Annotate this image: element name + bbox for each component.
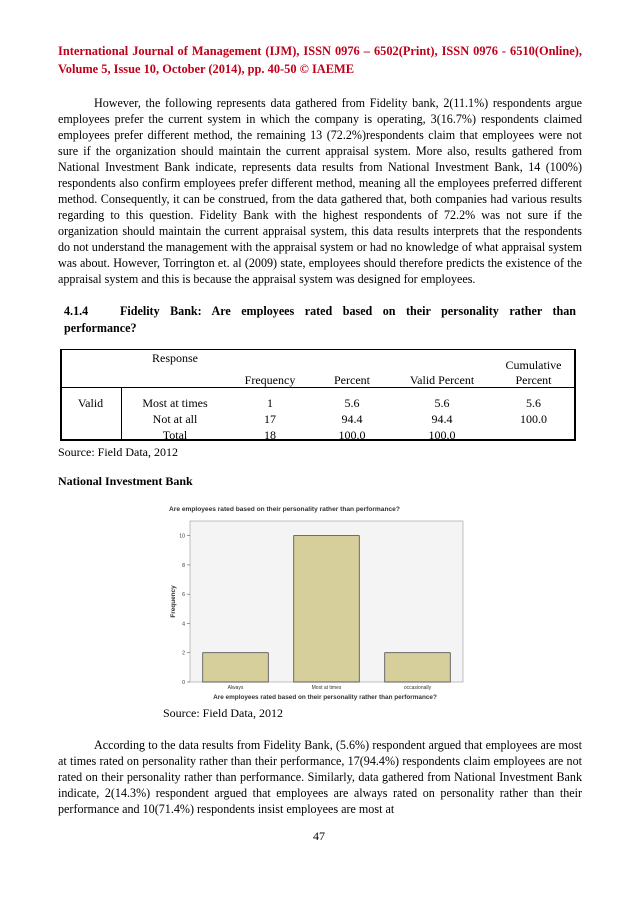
page-number: 47 — [313, 829, 325, 843]
y-tick-label: 0 — [182, 680, 185, 686]
paragraph-results — [58, 737, 582, 817]
x-axis-label: Are employees rated based on their personality rather than performance? — [213, 694, 437, 701]
table-cell: 5.6 — [526, 395, 541, 410]
table-cell — [60, 427, 121, 443]
table-cell — [60, 411, 121, 427]
table-source: Source: Field Data, 2012 — [58, 445, 178, 459]
section-heading — [64, 303, 576, 337]
table-header-cumulative — [491, 349, 576, 391]
x-tick-label: Most at times — [311, 685, 342, 691]
table-header-percent: Percent — [334, 373, 370, 387]
cumulative-label: Percent — [515, 373, 552, 387]
y-tick-label: 10 — [179, 533, 185, 540]
table-cell: 100.0 — [520, 411, 547, 426]
y-tick-label: 6 — [182, 592, 185, 599]
y-tick-label: 4 — [182, 621, 185, 628]
table-cell: Not at all — [152, 411, 198, 426]
table-row — [60, 391, 576, 411]
frequency-table — [60, 349, 576, 443]
table-cell: 94.4 — [341, 411, 363, 426]
bar-occasionally — [385, 653, 451, 682]
table-valid-label: Valid — [77, 395, 104, 410]
cumulative-label: Cumulative — [505, 358, 562, 372]
table-row — [60, 411, 576, 427]
section-number: 4.1.4 — [64, 304, 89, 318]
table-cell: Most at times — [142, 395, 208, 410]
bar-always — [203, 653, 269, 682]
section-title: Fidelity Bank: Are employees rated based on their personality rather than performance? — [64, 304, 576, 335]
table-header-response: Response — [152, 351, 198, 365]
nib-heading: National Investment Bank — [58, 474, 193, 488]
table-cell: 94.4 — [431, 411, 453, 426]
table-header-frequency: Frequency — [244, 373, 296, 387]
table-header-valid-percent: Valid Percent — [409, 373, 475, 387]
table-cell: 5.6 — [344, 395, 360, 410]
table-cell: 18 — [264, 427, 276, 442]
table-header-cell — [60, 349, 121, 391]
bar-most-at-times — [294, 536, 360, 682]
table-cell: 100.0 — [338, 427, 366, 442]
bar-chart — [165, 500, 470, 702]
table-cell: 17 — [264, 411, 276, 426]
table-row — [60, 427, 576, 443]
y-tick-label: 8 — [182, 562, 185, 569]
journal-header: International Journal of Management (IJM), ISSN 0976 – 6502(Print), ISSN 0976 - 6510(Online), Volume 5, Issue 10, October (2014), pp. 40-50 © IAEME — [58, 44, 582, 76]
paragraph-text: However, the following represents data gathered from Fidelity bank, 2(11.1%) respondents argue employees prefer the current system in which the company is operating, 3(16.7%) respondents claimed employees prefer different method, the remaining 13 (72.2%)respondents claim that employees were not sure if the organization should maintain the current appraisal system. More also, results gathered from National Investment Bank indicate, represents data results from National Investment Bank, 14 (100%) respondents also confirm employees prefer different method, meaning all the employees preferred different method. Consequently, it can be construed, from the data gathered that, both companies had various results regarding to this question. Fidelity Bank with the highest respondents of 72.2% was not sure if the organization should maintain the current appraisal system, this data results interprets that the respondents do not understand the management with the appraisal system or had no knowledge of what appraisal system was about. However, Torrington et. al (2009) state, employees should therefore predicts the existence of the appraisal system and this is because the appraisal system was designed for employees. — [58, 96, 582, 286]
table-cell: 1 — [267, 395, 273, 410]
y-tick-label: 2 — [182, 650, 185, 657]
table-cell: 5.6 — [434, 395, 450, 410]
y-axis-label: Frequency — [170, 585, 177, 618]
chart-title: Are employees rated based on their personality rather than performance? — [169, 506, 400, 513]
x-tick-label: occasionally — [403, 685, 432, 691]
table-header-row — [60, 349, 576, 391]
paragraph-appraisal-preference — [58, 95, 582, 287]
table-cell — [491, 427, 576, 443]
chart-source: Source: Field Data, 2012 — [163, 706, 283, 720]
paragraph-text: According to the data results from Fidelity Bank, (5.6%) respondent argued that employees are most at times rated on personality rather than their performance, 17(94.4%) respondents claim employees are not rated on their personality rather than performance. Similarly, data gathered from National Investment Bank indicate, 2(14.3%) respondent argued that employees are always rated on personality rather than their performance and 10(71.4%) respondents insist employees are most at — [58, 738, 582, 816]
x-tick-label: Always — [227, 685, 244, 691]
table-cell: Total — [162, 427, 188, 442]
table-cell: 100.0 — [428, 427, 456, 442]
